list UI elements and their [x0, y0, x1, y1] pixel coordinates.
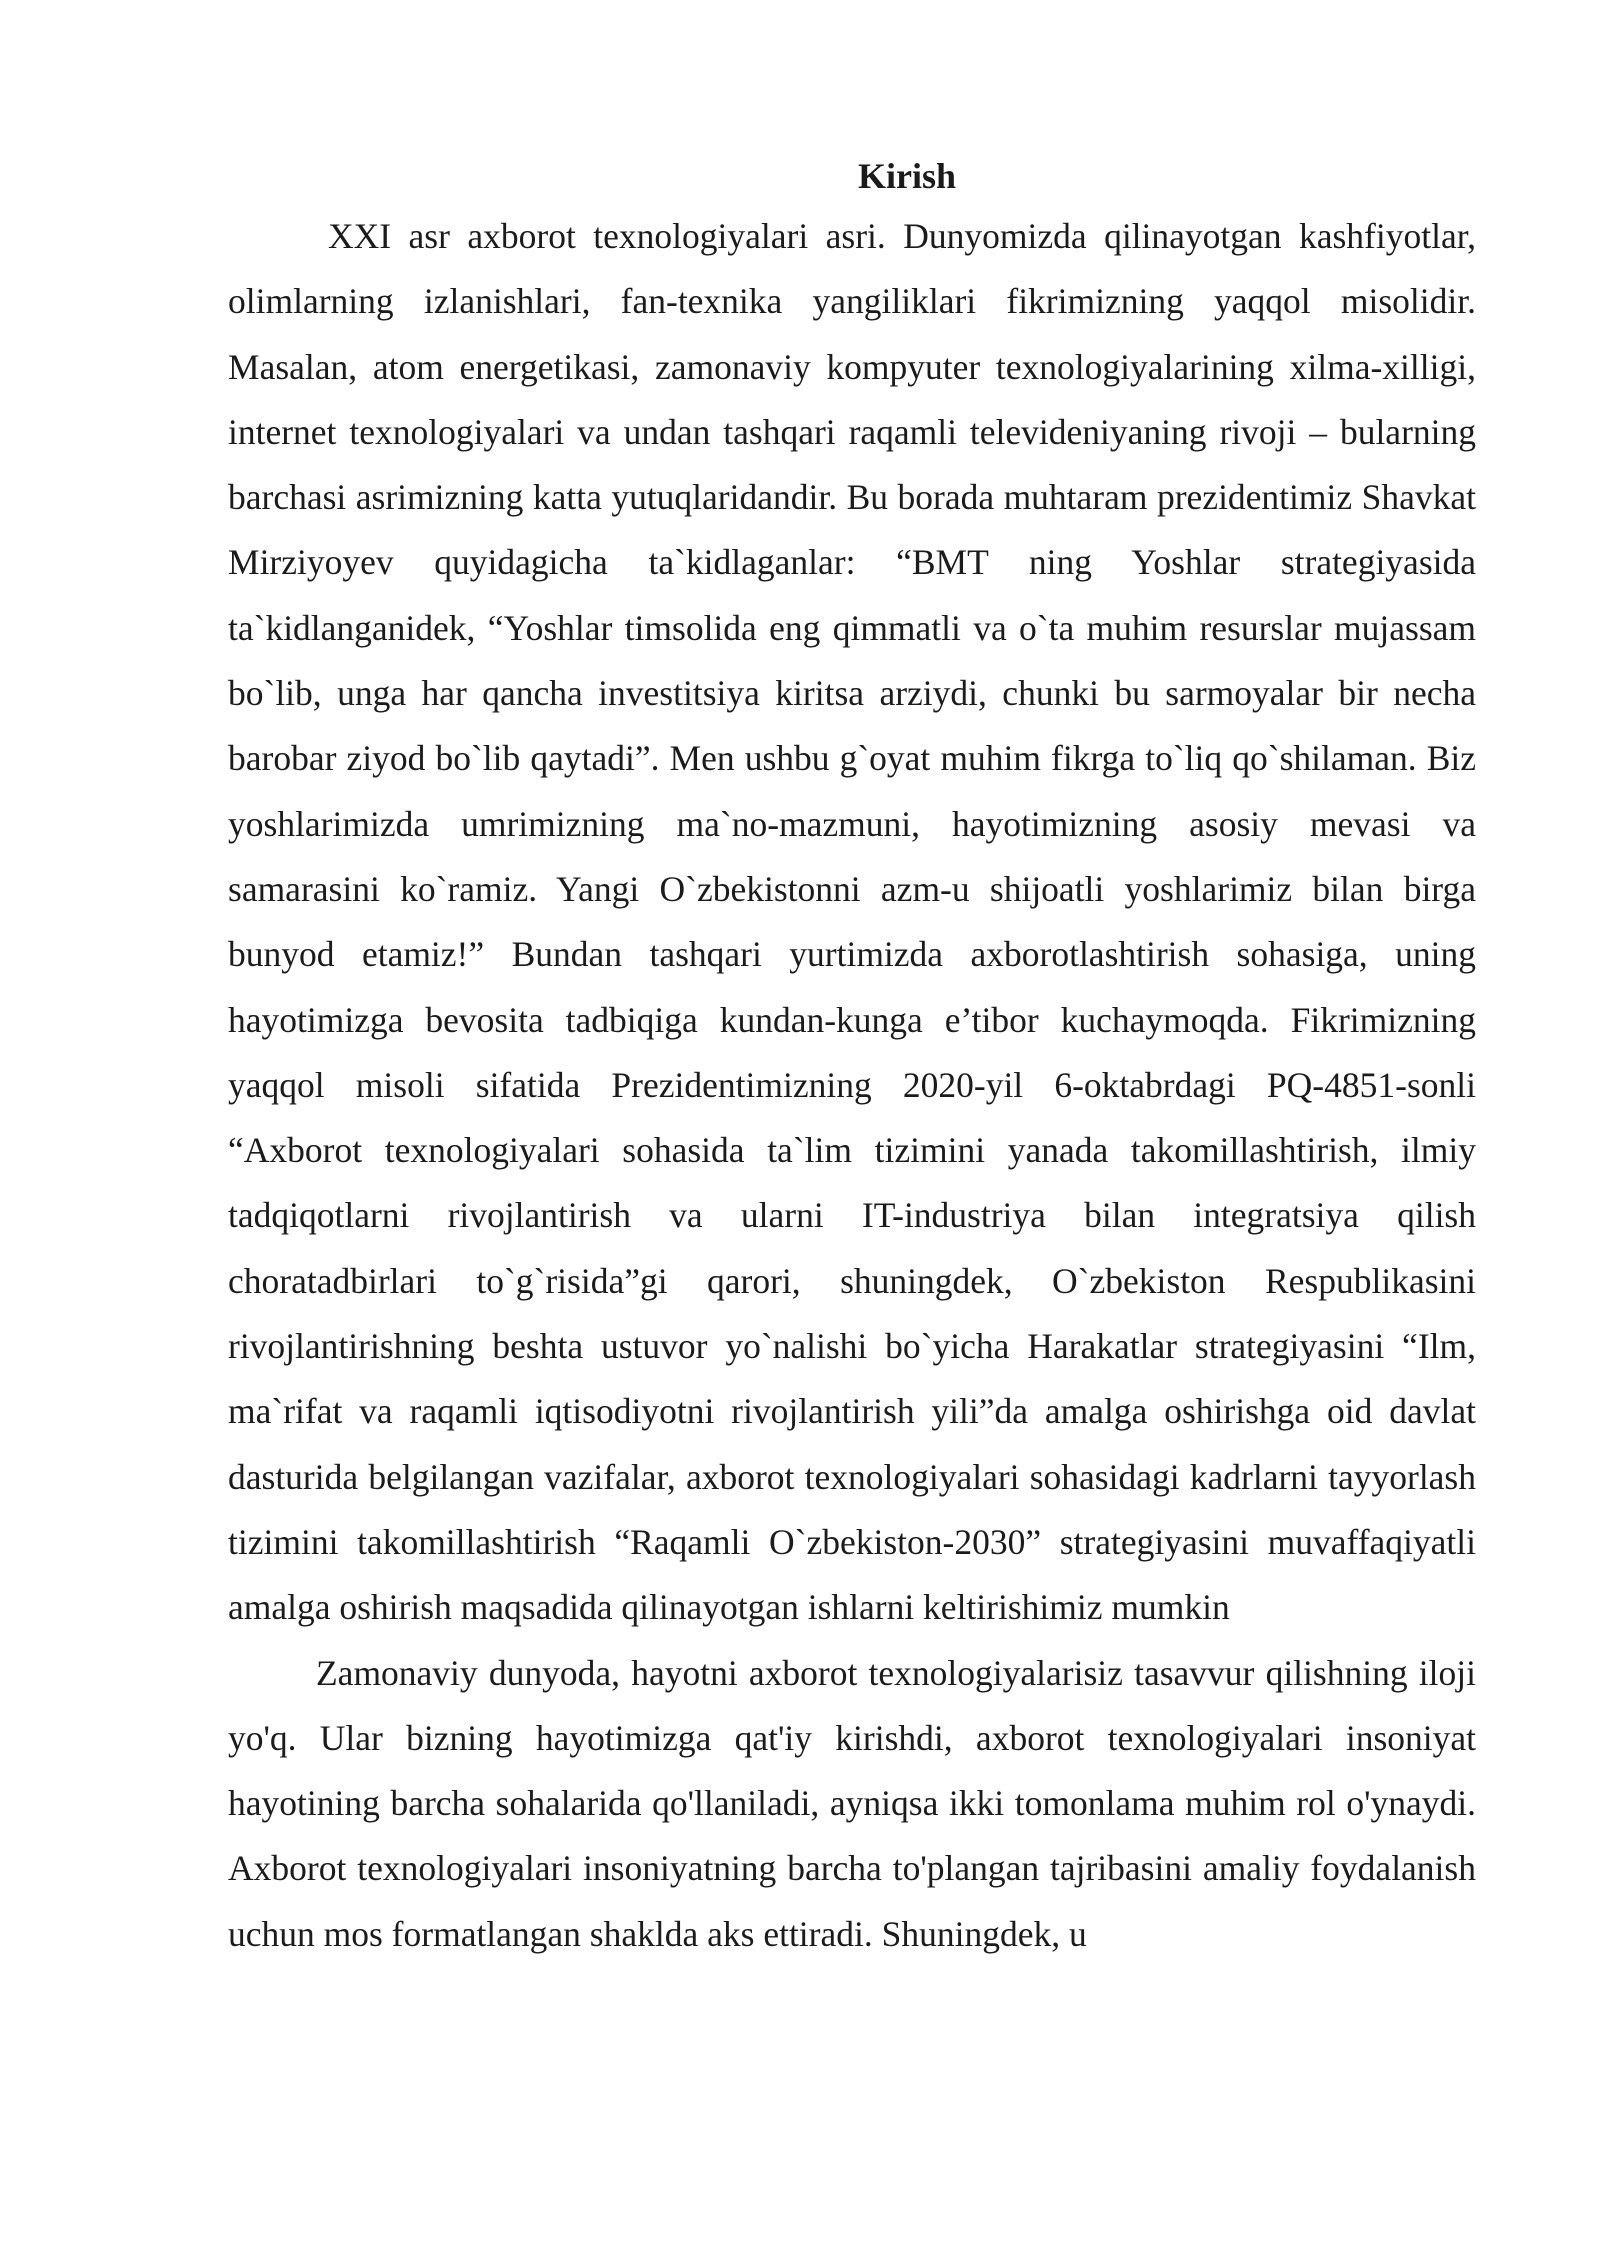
- section-title: Kirish: [857, 156, 956, 196]
- document-body: [228, 148, 1476, 1967]
- paragraph-2: Zamonaviy dunyoda, hayotni axborot texnologiyalarisiz tasavvur qilishning iloji yo'q. Ular bizning hayotimizga qat'iy kirishdi, axborot texnologiyalari insoniyat hayotining barcha sohalarida qo'llaniladi, ayniqsa ikki tomonlama muhim rol o'ynaydi. Axborot texnologiyalari insoniyatning barcha to'plangan tajribasini amaliy foydalanish uchun mos formatlangan shaklda aks ettiradi. Shuningdek, u: [228, 1652, 1476, 1954]
- paragraph-1: XXI asr axborot texnologiyalari asri. Dunyomizda qilinayotgan kashfiyotlar, olimlarning izlanishlari, fan-texnika yangiliklari fikrimizning yaqqol misolidir. Masalan, atom energetikasi, zamonaviy kompyuter texnologiyalarining xilma-xilligi, internet texnologiyalari va undan tashqari raqamli televideniyaning rivoji – bularning barchasi asrimizning katta yutuqlaridandir. Bu borada muhtaram prezidentimiz Shavkat Mirziyoyev quyidagicha ta`kidlaganlar: “BMT ning Yoshlar strategiyasida ta`kidlanganidek, “Yoshlar timsolida eng qimmatli va o`ta muhim resurslar mujassam bo`lib, unga har qancha investitsiya kiritsa arziydi, chunki bu sarmoyalar bir necha barobar ziyod bo`lib qaytadi”. Men ushbu g`oyat muhim fikrga to`liq qo`shilaman. Biz yoshlarimizda umrimizning ma`no-mazmuni, hayotimizning asosiy mevasi va samarasini ko`ramiz. Yangi O`zbekistonni azm-u shijoatli yoshlarimiz bilan birga bunyod etamiz!” Bundan tashqari yurtimizda axborotlashtirish sohasiga, uning hayotimizga bevosita tadbiqiga kundan-kunga e’tibor kuchaymoqda. Fikrimizning yaqqol misoli sifatida Prezidentimizning 2020-yil 6-oktabrdagi PQ-4851-sonli “Axborot texnologiyalari sohasida ta`lim tizimini yanada takomillashtirish, ilmiy tadqiqotlarni rivojlantirish va ularni IT-industriya bilan integratsiya qilish choratadbirlari to`g`risida”gi qarori, shuningdek, O`zbekiston Respublikasini rivojlantirishning beshta ustuvor yo`nalishi bo`yicha Harakatlar strategiyasini “Ilm, ma`rifat va raqamli iqtisodiyotni rivojlantirish yili”da amalga oshirishga oid davlat dasturida belgilangan vazifalar, axborot texnologiyalari sohasidagi kadrlarni tayyorlash tizimini takomillashtirish “Raqamli O`zbekiston-2030” strategiyasini muvaffaqiyatli amalga oshirish maqsadida qilinayotgan ishlarni keltirishimiz mumkin: [228, 216, 1476, 1628]
